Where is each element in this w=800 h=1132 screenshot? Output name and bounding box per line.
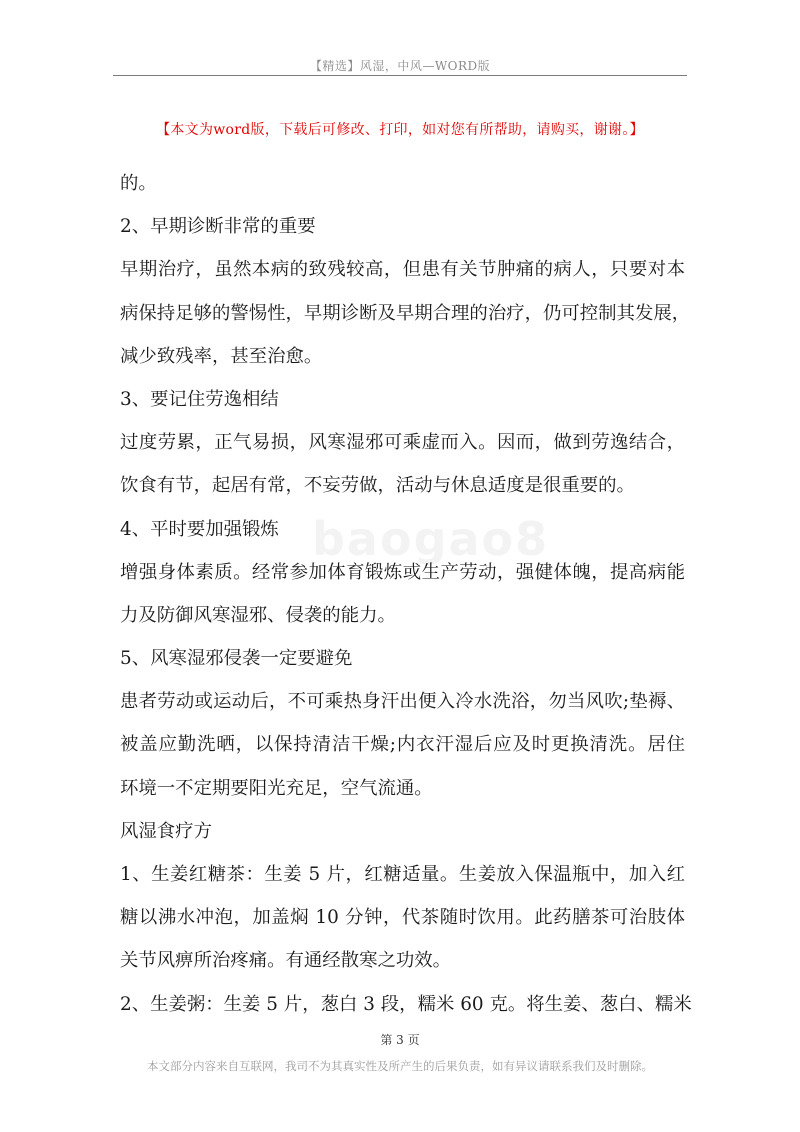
section-heading: 4、平时要加强锻炼	[120, 518, 279, 540]
text-line: 增强身体素质。经常参加体育锻炼或生产劳动，强健体魄，提高病能	[120, 561, 685, 583]
section-heading: 风湿食疗方	[120, 820, 212, 842]
section-heading: 3、要记住劳逸相结	[120, 388, 279, 410]
document-body	[120, 162, 692, 1026]
text-line: 被盖应勤洗晒，以保持清洁干燥;内衣汗湿后应及时更换清洗。居住	[120, 734, 685, 756]
text-line: 的。	[120, 173, 157, 194]
section-heading: 2、早期诊断非常的重要	[120, 216, 316, 238]
text-line: 1、生姜红糖茶：生姜 5 片，红糖适量。生姜放入保温瓶中，加入红	[120, 864, 685, 885]
download-notice: 【本文为word版，下载后可修改、打印，如对您有所帮助，请购买，谢谢。】	[156, 122, 644, 138]
section-heading: 5、风寒湿邪侵袭一定要避免	[120, 648, 353, 670]
page-number: 第 3 页	[380, 1033, 420, 1047]
text-line: 2、生姜粥：生姜 5 片，葱白 3 段，糯米 60 克。将生姜、葱白、糯米	[120, 993, 692, 1015]
text-line: 病保持足够的警惕性，早期诊断及早期合理的治疗，仍可控制其发展，	[120, 302, 691, 324]
footer-disclaimer: 本文部分内容来自互联网，我司不为其真实性及所产生的后果负责，如有异议请联系我们及时删除。	[147, 1059, 653, 1073]
watermark-logo: baogao8	[312, 512, 550, 566]
text-line: 力及防御风寒湿邪、侵袭的能力。	[120, 604, 396, 626]
text-line: 减少致残率，甚至治愈。	[120, 345, 323, 367]
text-line: 早期治疗，虽然本病的致残较高，但患有关节肿痛的病人，只要对本	[120, 259, 685, 281]
text-line: 环境一不定期要阳光充足，空气流通。	[120, 777, 433, 799]
text-line: 患者劳动或运动后，不可乘热身汗出便入冷水洗浴，勿当风吹;垫褥、	[120, 691, 685, 713]
text-line: 关节风痹所治疼痛。有通经散寒之功效。	[120, 950, 452, 972]
text-line: 过度劳累，正气易损，风寒湿邪可乘虚而入。因而，做到劳逸结合，	[120, 432, 685, 454]
header-divider	[113, 75, 687, 76]
text-line: 饮食有节，起居有常，不妄劳做，活动与休息适度是很重要的。	[120, 475, 635, 497]
header-title: 【精选】风湿，中风—WORD版	[309, 59, 491, 73]
text-line: 糖以沸水冲泡，加盖焖 10 分钟，代茶随时饮用。此药膳茶可治肢体	[120, 907, 685, 929]
